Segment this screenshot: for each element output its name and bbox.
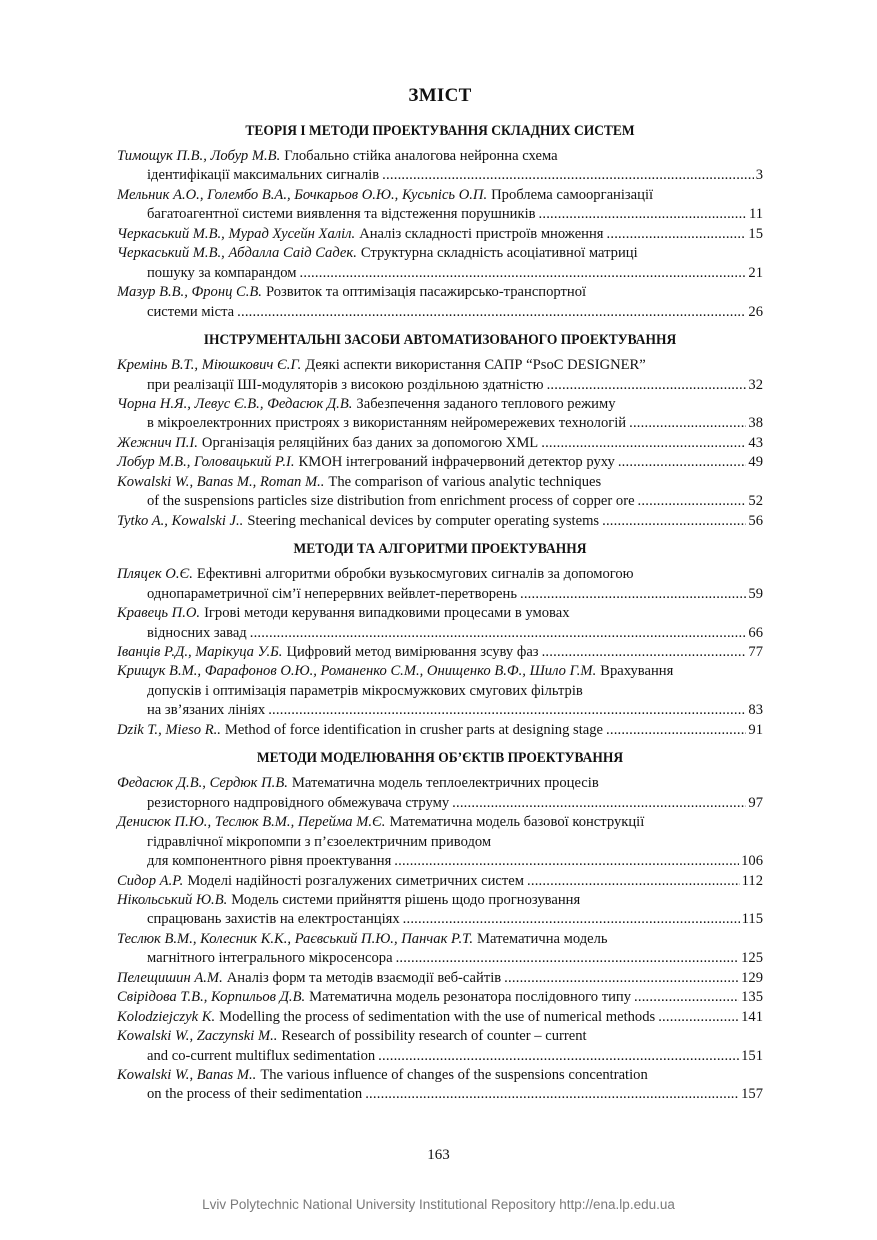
entry-authors: Федасюк Д.В., Сердюк П.В. (117, 775, 288, 792)
entry-page: 3 (755, 167, 763, 184)
entry-title-text: Математична модель резонатора послідовного типу (309, 989, 631, 1006)
entry-title-text: гідравлічної мікропомпи з п’єзоелектричним приводом (147, 833, 492, 850)
dot-leader (365, 1085, 739, 1104)
entry-page: 15 (748, 225, 763, 242)
dot-leader (602, 512, 746, 531)
toc-entry (117, 395, 763, 434)
entry-page: 91 (748, 721, 763, 738)
entry-page: 56 (748, 512, 763, 529)
entry-line (117, 376, 763, 395)
dot-leader (638, 492, 747, 511)
dot-leader (452, 794, 746, 813)
toc-entry (117, 774, 763, 813)
entry-title-text: Структурна складність асоціативної матриці (360, 245, 638, 262)
entry-page: 151 (741, 1047, 763, 1064)
entry-page: 21 (748, 264, 763, 281)
dot-leader (658, 1008, 739, 1027)
entry-title-text: The various influence of changes of the suspensions concentration (260, 1067, 648, 1084)
entry-line (117, 794, 763, 813)
table-of-contents (117, 84, 763, 1113)
entry-authors: Денисюк П.Ю., Теслюк В.М., Перейма М.Є. (117, 814, 386, 831)
dot-leader (618, 453, 747, 472)
entry-line (117, 969, 763, 988)
entry-line (117, 356, 763, 375)
entry-page: 49 (748, 454, 763, 471)
entry-line (117, 774, 763, 793)
entry-line (117, 585, 763, 604)
entry-line (117, 565, 763, 584)
section-heading: МЕТОДИ МОДЕЛЮВАННЯ ОБ’ЄКТІВ ПРОЕКТУВАННЯ (256, 750, 624, 767)
entry-authors: Пляцек О.Є. (117, 566, 193, 583)
entry-line (117, 643, 763, 662)
entry-line (117, 1085, 763, 1104)
entry-authors: Жежнич П.І. (117, 434, 198, 451)
entry-line (117, 721, 763, 740)
toc-entry (117, 969, 763, 988)
entry-authors: Kolodziejczyk K. (117, 1008, 216, 1025)
entry-line (117, 1008, 763, 1027)
dot-leader (547, 376, 747, 395)
dot-leader (382, 166, 754, 185)
entry-title-text: Розвиток та оптимізація пасажирсько-транспортної (265, 284, 587, 301)
entry-title-text: пошуку за компарандом (147, 264, 297, 281)
entry-line (117, 833, 763, 852)
entry-page: 115 (741, 911, 763, 928)
toc-sections (117, 121, 763, 1105)
toc-entry (117, 147, 763, 186)
entry-line (117, 701, 763, 720)
entry-authors: Тимощук П.В., Лобур М.В. (117, 148, 281, 164)
entry-authors: Теслюк В.М., Колесник К.К., Раєвський П.Ю., Панчак Р.Т. (117, 930, 473, 947)
entry-page: 141 (741, 1008, 763, 1025)
entry-title-text: Steering mechanical devices by computer operating systems (247, 512, 600, 529)
toc-entry (117, 1008, 763, 1027)
entry-title-text: on the process of their sedimentation (147, 1086, 363, 1103)
entry-authors: Черкаський М.В., Мурад Хусейн Халіл. (117, 225, 356, 242)
entry-authors: Tytko A., Kowalski J.. (117, 512, 244, 529)
entry-title-text: резисторного надпровідного обмежувача струму (147, 794, 450, 811)
entry-title-text: Моделі надійності розгалужених симетричних систем (187, 872, 525, 889)
entry-title-text: на зв’язаних лініях (147, 702, 266, 719)
dot-leader (634, 988, 739, 1007)
dot-leader (300, 264, 747, 283)
entry-title-text: Ігрові методи керування випадковими процесами в умовах (204, 605, 570, 622)
entry-title-text: ідентифікації максимальних сигналів (147, 167, 380, 184)
entry-line (117, 604, 763, 623)
dot-leader (396, 949, 740, 968)
entry-page: 26 (748, 303, 763, 320)
dot-leader (606, 721, 746, 740)
entry-title-text: and co-current multiflux sedimentation (147, 1047, 376, 1064)
entry-line (117, 1066, 763, 1085)
entry-page: 125 (741, 950, 763, 967)
entry-authors: Свірідова Т.В., Корпильов Д.В. (117, 989, 306, 1006)
dot-leader (250, 624, 747, 643)
entry-page: 97 (748, 794, 763, 811)
entry-line (117, 512, 763, 531)
entry-line (117, 395, 763, 414)
entry-line (117, 264, 763, 283)
entry-title-text: Modelling the process of sedimentation with the use of numerical methods (219, 1008, 656, 1025)
entry-line (117, 434, 763, 453)
entry-line (117, 492, 763, 511)
entry-page: 157 (741, 1086, 763, 1103)
entry-page: 83 (748, 702, 763, 719)
toc-section (117, 121, 763, 322)
entry-page: 129 (741, 969, 763, 986)
entry-page: 77 (748, 643, 763, 660)
entry-title-text: Організація реляційних баз даних за допомогою XML (201, 434, 539, 451)
section-heading: МЕТОДИ ТА АЛГОРИТМИ ПРОЕКТУВАННЯ (293, 541, 587, 558)
entry-line (117, 473, 763, 492)
entry-line (117, 283, 763, 302)
entry-authors: Кравець П.О. (117, 605, 201, 622)
entry-title-text: Врахування (600, 663, 674, 680)
toc-entry (117, 988, 763, 1007)
entry-line (117, 186, 763, 205)
entry-line (117, 303, 763, 322)
entry-line (117, 813, 763, 832)
entry-page: 66 (748, 624, 763, 641)
dot-leader (539, 205, 747, 224)
entry-title-text: Модель системи прийняття рішень щодо прогнозування (231, 891, 581, 908)
page-title: ЗМІСТ (408, 85, 472, 106)
entry-authors: Сидор А.Р. (117, 872, 184, 889)
dot-leader (403, 910, 740, 929)
entry-title-text: допусків і оптимізація параметрів мікросмужкових смугових фільтрів (147, 682, 583, 699)
toc-entry (117, 283, 763, 322)
toc-entry (117, 453, 763, 472)
toc-entry (117, 891, 763, 930)
entry-line (117, 872, 763, 891)
toc-entry (117, 872, 763, 891)
entry-page: 32 (748, 376, 763, 393)
entry-title-text: Математична модель (477, 930, 608, 947)
toc-entry (117, 813, 763, 871)
entry-authors: Kowalski W., Banas M.. (117, 1067, 257, 1084)
entry-line (117, 225, 763, 244)
toc-entry (117, 473, 763, 512)
entry-title-text: Математична модель базової конструкції (389, 814, 645, 831)
entry-line (117, 662, 763, 681)
entry-authors: Dzik T., Mieso R.. (117, 721, 221, 738)
entry-line (117, 852, 763, 871)
entry-line (117, 205, 763, 224)
entry-page: 38 (748, 415, 763, 432)
toc-entry (117, 186, 763, 225)
entry-authors: Мельник А.О., Голембо В.А., Бочкарьов О.Ю., Кусьпісь О.П. (117, 186, 488, 203)
entry-title-text: Аналіз складності пристроїв множення (359, 225, 604, 242)
dot-leader (268, 701, 746, 720)
entry-title-text: Аналіз форм та методів взаємодії веб-сайтів (226, 969, 502, 986)
entry-line (117, 1047, 763, 1066)
entry-title-text: of the suspensions particles size distribution from enrichment process of copper ore (147, 493, 635, 510)
entry-line (117, 682, 763, 701)
entry-page: 11 (748, 206, 763, 223)
dot-leader (520, 585, 746, 604)
entry-title-text: системи міста (147, 303, 235, 320)
toc-entry (117, 356, 763, 395)
toc-entry (117, 244, 763, 283)
entry-title-text: Проблема самоорганізації (491, 186, 654, 203)
dot-leader (527, 872, 740, 891)
dot-leader (378, 1047, 739, 1066)
entry-title-text: Цифровий метод вимірювання зсуву фаз (286, 643, 539, 660)
dot-leader (607, 225, 747, 244)
toc-entry (117, 512, 763, 531)
toc-entry (117, 662, 763, 720)
entry-line (117, 414, 763, 433)
toc-entry (117, 225, 763, 244)
entry-title-text: The comparison of various analytic techniques (328, 473, 602, 490)
dot-leader (542, 643, 747, 662)
section-heading: ТЕОРІЯ І МЕТОДИ ПРОЕКТУВАННЯ СКЛАДНИХ СИСТЕМ (245, 123, 635, 139)
toc-entry (117, 604, 763, 643)
entry-line (117, 988, 763, 1007)
entry-authors: Чорна Н.Я., Левус Є.В., Федасюк Д.В. (117, 395, 353, 412)
entry-authors: Пелещишин А.М. (117, 969, 223, 986)
dot-leader (237, 303, 746, 322)
entry-title-text: однопараметричної сім’ї неперервних вейвлет-перетворень (147, 585, 517, 602)
entry-authors: Кремінь В.Т., Міюшкович Є.Г. (117, 357, 302, 374)
toc-entry (117, 721, 763, 740)
entry-authors: Мазур В.В., Фронц С.В. (117, 284, 262, 301)
repository-footer: Lviv Polytechnic National University Institutional Repository http://ena.lp.edu.ua (202, 1197, 675, 1212)
entry-page: 43 (748, 434, 763, 451)
toc-entry (117, 565, 763, 604)
entry-line (117, 891, 763, 910)
toc-section (117, 330, 763, 531)
entry-authors: Нікольський Ю.В. (117, 891, 228, 908)
entry-page: 59 (748, 585, 763, 602)
entry-authors: Лобур М.В., Головацький Р.І. (117, 454, 295, 471)
entry-title-text: магнітного інтегрального мікросенсора (147, 950, 393, 967)
entry-page: 112 (741, 872, 763, 889)
toc-section (117, 748, 763, 1105)
entry-title-text: КМОН інтегрований інфрачервоний детектор руху (298, 454, 615, 471)
entry-authors: Kowalski W., Banas M., Roman M.. (117, 473, 325, 490)
entry-title-text: в мікроелектронних пристроях з використанням нейромережевих технологій (147, 415, 627, 432)
entry-line (117, 949, 763, 968)
entry-line (117, 166, 763, 185)
entry-title-text: спрацювань захистів на електростанціях (147, 911, 400, 928)
toc-section (117, 539, 763, 740)
section-heading: ІНСТРУМЕНТАЛЬНІ ЗАСОБИ АВТОМАТИЗОВАНОГО ПРОЕКТУВАННЯ (203, 332, 677, 349)
entry-title-text: Глобально стійка аналогова нейронна схема (284, 148, 558, 164)
entry-authors: Kowalski W., Zaczynski M.. (117, 1028, 278, 1045)
toc-entry (117, 643, 763, 662)
toc-entry (117, 1027, 763, 1066)
entry-page: 135 (741, 989, 763, 1006)
entry-title-text: Забезпечення заданого теплового режиму (356, 395, 616, 412)
toc-entry (117, 1066, 763, 1105)
entry-title-text: Математична модель теплоелектричних процесів (291, 775, 599, 792)
toc-entry (117, 434, 763, 453)
entry-line (117, 244, 763, 263)
entry-line (117, 624, 763, 643)
entry-authors: Крищук В.М., Фарафонов О.Ю., Романенко С.М., Онищенко В.Ф., Шило Г.М. (117, 663, 597, 680)
entry-page: 52 (748, 493, 763, 510)
entry-line (117, 147, 763, 166)
entry-title-text: відносних завад (147, 624, 247, 641)
entry-title-text: Method of force identification in crusher parts at designing stage (224, 721, 604, 738)
entry-title-text: багатоагентної системи виявлення та відстеження порушників (147, 206, 536, 223)
entry-line (117, 453, 763, 472)
dot-leader (504, 969, 739, 988)
entry-line (117, 910, 763, 929)
entry-line (117, 930, 763, 949)
entry-page: 106 (741, 853, 763, 870)
entry-authors: Іванців Р.Д., Марікуца У.Б. (117, 643, 283, 660)
dot-leader (394, 852, 739, 871)
entry-title-text: для компонентного рівня проектування (147, 853, 392, 870)
entry-title-text: при реалізації ШІ-модуляторів з високою роздільною здатністю (147, 376, 544, 393)
entry-title-text: Ефективні алгоритми обробки вузькосмугових сигналів за допомогою (196, 566, 634, 583)
toc-entry (117, 930, 763, 969)
entry-title-text: Research of possibility research of counter – current (281, 1028, 587, 1045)
page-number: 163 (427, 1147, 450, 1163)
dot-leader (541, 434, 746, 453)
entry-authors: Черкаський М.В., Абдалла Саід Садек. (117, 245, 357, 262)
entry-title-text: Деякі аспекти використання САПР “PsoC DESIGNER” (305, 357, 646, 374)
entry-line (117, 1027, 763, 1046)
dot-leader (629, 414, 746, 433)
